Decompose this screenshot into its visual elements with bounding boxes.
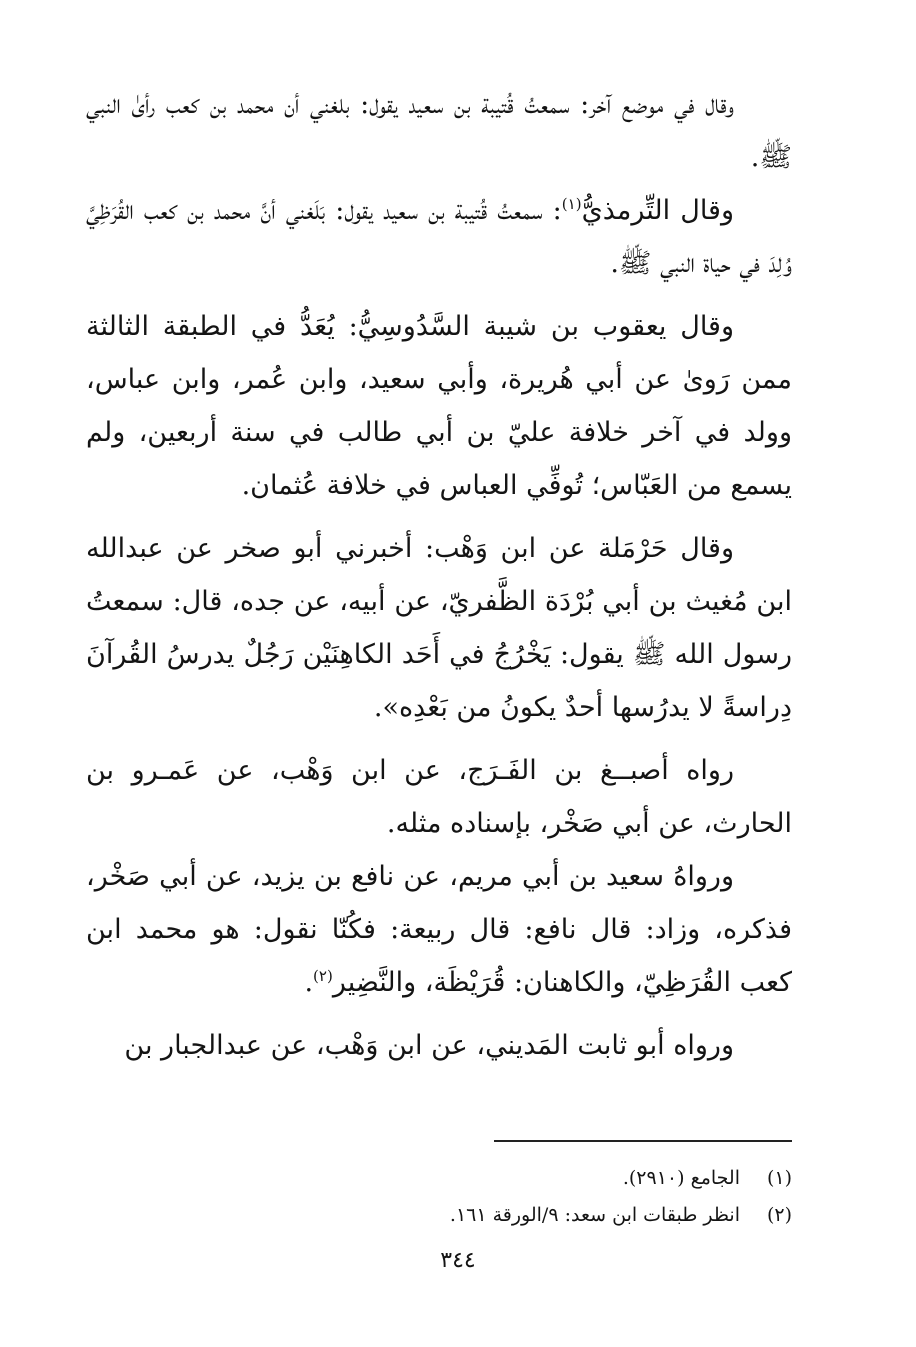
footnote-separator: [494, 1140, 792, 1142]
footnote-ref-2[interactable]: (٢): [313, 967, 333, 985]
paragraph-5-text: رواه أصبــغ بن الفَـرَج، عن ابن وَهْب، عن عَمـرو بن الحارث، عن أبي صَخْر، بإسناده مثله.: [86, 755, 792, 839]
paragraph-3: [86, 300, 792, 512]
paragraph-2: [86, 184, 792, 290]
paragraph-6: [86, 850, 792, 1009]
footnote-1-number: (١): [766, 1167, 792, 1189]
footnote-1: [86, 1160, 792, 1197]
paragraph-4: [86, 522, 792, 734]
footnote-2-number: (٢): [766, 1204, 792, 1226]
paragraph-6-text-cont: .: [304, 967, 314, 998]
footnote-2: [86, 1197, 792, 1234]
paragraph-3-text: وقال يعقوب بن شيبة السَّدُوسِيُّ: يُعَدُّ في الطبقة الثالثة ممن رَوىٰ عن أبي هُريرة، وأبي سعيد، وابن عُمر، وابن عباس، وولد في آخر خلافة عليّ بن أبي طالب في سنة أربعين، ولم يسمع من العَبّاس؛ تُوفِّي العباس في خلافة عُثمان.: [86, 311, 792, 501]
footnotes: [86, 1160, 792, 1234]
paragraph-1-text: وقال في موضع آخر: سمعتُ قُتيبة بن سعيد يقول: بلغني أن محمد بن كعب رأىٰ النبي ﷺ.: [86, 89, 792, 173]
footnote-1-text: الجامع (٢٩١٠).: [622, 1167, 740, 1189]
paragraph-2-text-cont: : سمعتُ قُتيبة بن سعيد يقول: بَلَغني أنَّ محمد بن كعب القُرَظِيَّ وُلِدَ في حياة النبي ﷺ.: [86, 195, 792, 279]
paragraph-7: [86, 1019, 792, 1072]
page-body: [86, 78, 792, 1072]
paragraph-2-text: وقال التِّرمذيُّ: [581, 195, 734, 226]
footnote-2-text: انظر طبقات ابن سعد: ٩/الورقة ١٦١.: [449, 1204, 740, 1226]
page-number: ٣٤٤: [440, 1248, 476, 1273]
paragraph-4-text: وقال حَرْمَلة عن ابن وَهْب: أخبرني أبو صخر عن عبدالله ابن مُغيث بن أبي بُرْدَة الظَّفريّ، عن أبيه، عن جده، قال: سمعتُ رسول الله ﷺ يقول: يَخْرُجُ في أَحَد الكاهِنَيْن رَجُلٌ يدرسُ القُرآنَ دِراسةً لا يدرُسها أحدٌ يكونُ من بَعْدِه».: [86, 533, 792, 723]
paragraph-5: [86, 744, 792, 850]
paragraph-6-text: ورواهُ سعيد بن أبي مريم، عن نافع بن يزيد، عن أبي صَخْر، فذكره، وزاد: قال نافع: قال ربيعة: فكُنّا نقول: هو محمد ابن كعب القُرَظِيّ، والكاهنان: قُرَيْظَة، والنَّضِير: [86, 861, 792, 998]
paragraph-1: [86, 78, 792, 184]
paragraph-7-text: ورواه أبو ثابت المَديني، عن ابن وَهْب، عن عبدالجبار بن: [124, 1030, 734, 1061]
footnote-ref-1[interactable]: (١): [561, 195, 582, 213]
